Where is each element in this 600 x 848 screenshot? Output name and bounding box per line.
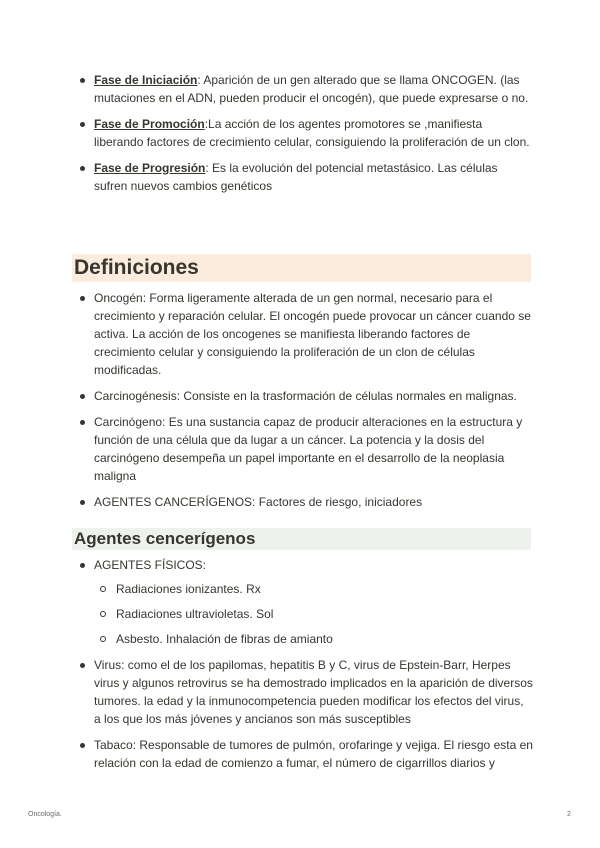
list-item: Virus: como el de los papilomas, hepatitis B y C, virus de Epstein-Barr, Herpes virus y algunos retrovirus se ha demostrado implicados en la aparición de diversos tumores. la edad y la inmunocompetencia pueden modificar los efectos del virus, a los que los más jóvenes y ancianos son más susceptibles <box>78 656 533 728</box>
list-item <box>78 71 533 107</box>
list-item: Tabaco: Responsable de tumores de pulmón, orofaringe y vejiga. El riesgo esta en relación con la edad de comienzo a fumar, el número de cigarrillos diarios y <box>78 736 533 772</box>
phase-text: : Es la evolución del potencial metastásico. Las células sufren nuevos cambios genéticos <box>94 161 498 193</box>
list-item: Carcinogénesis: Consiste en la trasformación de células normales en malignas. <box>78 387 533 405</box>
sub-list-item: Radiaciones ultravioletas. Sol <box>94 605 533 623</box>
phase-term: Fase de Iniciación <box>94 73 198 87</box>
sub-list-item: Radiaciones ionizantes. Rx <box>94 580 533 598</box>
list-item: AGENTES CANCERÍGENOS: Factores de riesgo, iniciadores <box>78 493 533 511</box>
phase-term: Fase de Progresión <box>94 161 206 175</box>
phase-text: : Aparición de un gen alterado que se llama ONCOGEN. (las mutaciones en el ADN, pueden producir el oncogén), que puede expresarse o no. <box>94 73 529 105</box>
agentes-heading: Agentes cencerígenos <box>72 528 531 550</box>
list-item <box>78 159 533 195</box>
fisicos-sublist <box>94 580 533 648</box>
list-item <box>78 115 533 151</box>
footer-title: Oncología. <box>28 811 62 818</box>
definiciones-list <box>78 289 533 519</box>
phase-term: Fase de Promoción <box>94 117 205 131</box>
fisicos-label: AGENTES FÍSICOS: <box>94 558 207 572</box>
list-item: Carcinógeno: Es una sustancia capaz de producir alteraciones en la estructura y función de una célula que da lugar a un cáncer. La potencia y la dosis del carcinógeno desempeña un papel importante en el desarrollo de la neoplasia maligna <box>78 413 533 485</box>
phase-text: :La acción de los agentes promotores se ,manifiesta liberando factores de crecimiento celular, consiguiendo la proliferación de un clon. <box>94 117 530 149</box>
definiciones-heading: Definiciones <box>72 254 531 282</box>
agentes-list <box>78 556 533 780</box>
list-item: Oncogén: Forma ligeramente alterada de un gen normal, necesario para el crecimiento y reparación celular. El oncogén puede provocar un cáncer cuando se activa. La acción de los oncogenes se manifiesta liberando factores de crecimiento celular y consiguiendo la proliferación de un clon de células modificadas. <box>78 289 533 379</box>
sub-list-item: Asbesto. Inhalación de fibras de amianto <box>94 630 533 648</box>
phases-list <box>78 71 533 203</box>
page-number: 2 <box>567 811 571 818</box>
list-item <box>78 556 533 648</box>
